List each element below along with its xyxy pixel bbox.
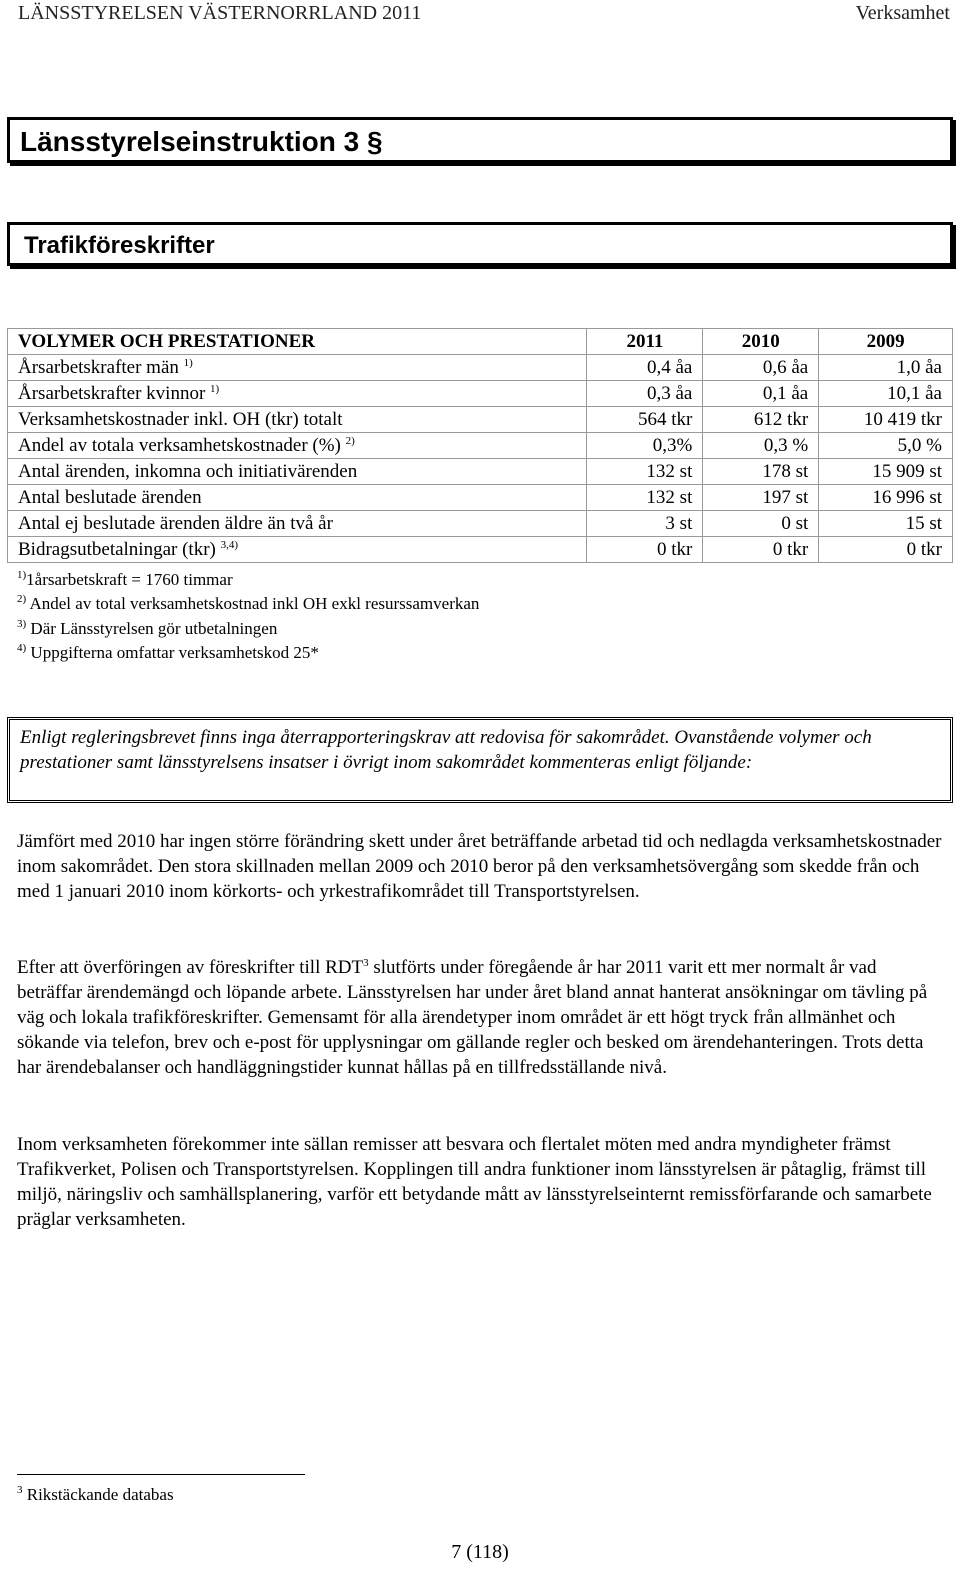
row-value: 612 tkr — [703, 407, 819, 433]
table-row — [8, 381, 953, 407]
note-number: 2) — [17, 593, 27, 606]
table-row — [8, 459, 953, 485]
row-value: 0,1 åa — [703, 381, 819, 407]
footnote-divider — [17, 1474, 305, 1475]
row-label-text: Bidragsutbetalningar (tkr) — [18, 538, 216, 560]
row-value: 0,3 åa — [587, 381, 703, 407]
running-header — [18, 2, 950, 30]
row-value: 132 st — [587, 459, 703, 485]
requirements-note-box: Enligt regleringsbrevet finns inga återrapporteringskrav att redovisa för sakområdet. Ovanstående volymer och prestationer samt länsstyrelsens insatser i övrigt inom sakområdet kommenteras enligt följande: — [7, 717, 953, 803]
row-label — [8, 459, 587, 485]
footnote — [17, 1485, 174, 1505]
note-line — [17, 568, 479, 592]
footnote-ref: 3 — [363, 957, 369, 969]
row-value: 0 tkr — [819, 537, 953, 563]
row-value: 0 tkr — [587, 537, 703, 563]
paragraph-2-start: Efter att överföringen av föreskrifter till RDT — [17, 957, 364, 978]
row-label-text: Antal ej beslutade ärenden äldre än två år — [18, 512, 333, 534]
row-footnote-ref: 1) — [210, 382, 220, 395]
row-value: 0,6 åa — [703, 355, 819, 381]
header-section: Verksamhet — [855, 2, 950, 24]
note-number: 3) — [17, 617, 27, 630]
row-label — [8, 537, 587, 563]
table-row — [8, 433, 953, 459]
row-label — [8, 355, 587, 381]
row-label-text: Antal ärenden, inkomna och initiativärenden — [18, 460, 358, 482]
paragraph-3: Inom verksamheten förekommer inte sällan remisser att besvara och flertalet möten med andra myndigheter främst Trafikverket, Polisen och Transportstyrelsen. Kopplingen till andra funktioner inom länsstyrelsen är påtaglig, främst till miljö, näringsliv och samhällsplanering, varför ett betydande mått av länsstyrelseinternt remissförfarande och samarbete präglar verksamheten. — [17, 1134, 932, 1230]
note-line — [17, 592, 479, 616]
table-row — [8, 511, 953, 537]
row-value: 0 tkr — [703, 537, 819, 563]
row-footnote-ref: 1) — [183, 356, 193, 369]
table-row — [8, 485, 953, 511]
page-number: 7 (118) — [451, 1541, 509, 1563]
note-text: Andel av total verksamhetskostnad inkl OH exkl resurssamverkan — [26, 594, 480, 614]
row-value: 564 tkr — [587, 407, 703, 433]
section-heading: Länsstyrelseinstruktion 3 § — [7, 117, 953, 163]
note-text: 1årsarbetskraft = 1760 timmar — [26, 570, 233, 589]
year-header: 2010 — [703, 329, 819, 355]
row-label — [8, 433, 587, 459]
row-value: 16 996 st — [819, 485, 953, 511]
row-label-text: Andel av totala verksamhetskostnader (%) — [18, 434, 341, 456]
paragraph-2 — [17, 955, 942, 1080]
row-value: 15 st — [819, 511, 953, 537]
row-value: 132 st — [587, 485, 703, 511]
note-text: Uppgifterna omfattar verksamhetskod 25* — [26, 642, 319, 662]
table-notes — [17, 568, 479, 665]
row-value: 197 st — [703, 485, 819, 511]
row-value: 1,0 åa — [819, 355, 953, 381]
row-value: 3 st — [587, 511, 703, 537]
table-row — [8, 537, 953, 563]
row-label — [8, 511, 587, 537]
table-header-row — [8, 329, 953, 355]
note-number: 1) — [17, 569, 27, 581]
row-label — [8, 485, 587, 511]
row-value: 10 419 tkr — [819, 407, 953, 433]
row-value: 10,1 åa — [819, 381, 953, 407]
row-label — [8, 407, 587, 433]
row-footnote-ref: 3,4) — [220, 538, 239, 551]
subsection-heading: Trafikföreskrifter — [7, 222, 953, 266]
row-value: 5,0 % — [819, 433, 953, 459]
header-organization: LÄNSSTYRELSEN VÄSTERNORRLAND 2011 — [18, 2, 422, 24]
note-line — [17, 617, 479, 641]
note-line — [17, 641, 479, 665]
row-label-text: Antal beslutade ärenden — [18, 486, 202, 508]
footnote-number: 3 — [17, 1484, 23, 1496]
row-label-text: Verksamhetskostnader inkl. OH (tkr) totalt — [18, 408, 343, 430]
volume-table — [7, 328, 953, 563]
table-header-label: VOLYMER OCH PRESTATIONER — [8, 329, 587, 355]
table-row — [8, 407, 953, 433]
table-row — [8, 355, 953, 381]
row-label — [8, 381, 587, 407]
row-value: 178 st — [703, 459, 819, 485]
paragraph-1: Jämfört med 2010 har ingen större förändring skett under året beträffande arbetad tid och nedlagda verksamhetskostnader inom sakområdet. Den stora skillnaden mellan 2009 och 2010 beror på den verksamhetsövergång som skedde från och med 1 januari 2010 inom körkorts- och yrkestrafikområdet till Transportstyrelsen. — [17, 831, 942, 902]
note-text: Där Länsstyrelsen gör utbetalningen — [26, 618, 278, 638]
row-value: 0,4 åa — [587, 355, 703, 381]
year-header: 2009 — [819, 329, 953, 355]
footnote-text: Rikstäckande databas — [22, 1485, 174, 1504]
row-footnote-ref: 2) — [345, 434, 355, 447]
year-header: 2011 — [587, 329, 703, 355]
note-number: 4) — [17, 641, 27, 654]
row-value: 0 st — [703, 511, 819, 537]
row-label-text: Årsarbetskrafter män — [18, 356, 179, 378]
row-value: 0,3 % — [703, 433, 819, 459]
row-value: 15 909 st — [819, 459, 953, 485]
paragraph-2-rest: slutförts under föregående år har 2011 varit ett mer normalt år vad beträffar ärendemängd och löpande arbete. Länsstyrelsen har under året bland annat hanterat ansökningar om tävling på väg och lokala trafikföreskrifter. Gemensamt för alla ärendetyper inom området är ett högt tryck från allmänhet och sökande via telefon, brev och e-post för upplysningar om gällande regler och besked om ärendehanteringen. Trots detta har ärendebalanser och handläggningstider kunnat hållas på en tillfredsställande nivå. — [17, 957, 928, 1078]
row-value: 0,3% — [587, 433, 703, 459]
row-label-text: Årsarbetskrafter kvinnor — [18, 382, 206, 404]
